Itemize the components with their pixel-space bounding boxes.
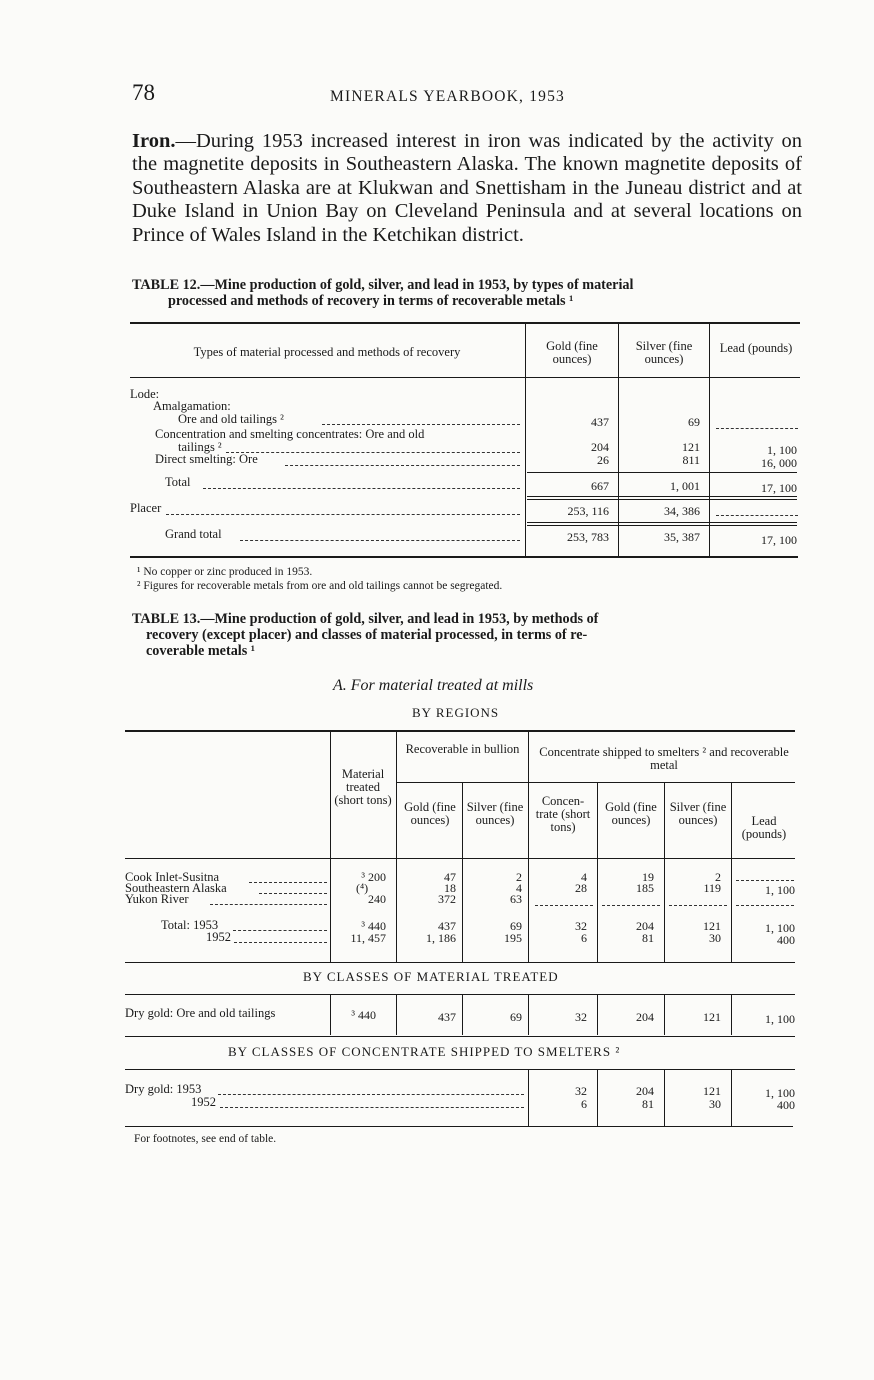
t12-direct-silver: 811 [682, 453, 700, 467]
t13-r0-bgold: 47 [444, 870, 456, 884]
page-number: 78 [132, 80, 155, 105]
t13-c1-csilver: 30 [709, 1097, 721, 1111]
t12-placer-silver: 34, 386 [664, 504, 700, 518]
t13-r1-bgold: 18 [444, 881, 456, 895]
t13-r2-bgold: 372 [438, 892, 456, 906]
t12-header-types: Types of material processed and methods of recovery [193, 345, 461, 359]
t12-ore-gold: 437 [591, 415, 609, 429]
t12-grand-lead: 17, 100 [761, 533, 797, 547]
t13-header-bullion-silver: Silver (fine ounces) [466, 800, 524, 827]
t13-c0-csilver: 121 [703, 1084, 721, 1098]
t13-t1-bgold: 1, 186 [426, 931, 456, 945]
t12-header-gold: Gold (fine ounces) [546, 339, 598, 366]
t12-label-placer: Placer [130, 501, 162, 515]
t13-t0-conc: 32 [575, 919, 587, 933]
t13-t0-material: ³ 440 [361, 919, 386, 933]
t12-footnote-2: ² Figures for recoverable metals from ore and old tailings cannot be segregated. [137, 580, 503, 592]
t13-c1-cgold: 81 [642, 1097, 654, 1111]
iron-paragraph [132, 130, 802, 247]
t12-grand-silver: 35, 387 [664, 530, 700, 544]
t13-footnote: For footnotes, see end of table. [134, 1133, 277, 1145]
t13-region-name-0: Cook Inlet-Susitna [125, 870, 220, 884]
t13-c0-conc: 32 [575, 1084, 587, 1098]
t13-section-classes: BY CLASSES OF MATERIAL TREATED [303, 969, 559, 984]
t13-section-regions: BY REGIONS [412, 705, 500, 720]
table13-caption-line2: recovery (except placer) and classes of material processed, in terms of re- [146, 627, 588, 643]
t13-conc-name-1: 1952 [191, 1095, 216, 1109]
t13-header-conc-silver: Silver (fine ounces) [669, 800, 727, 827]
t12-header-lead: Lead (pounds) [719, 341, 793, 355]
paragraph-text: —During 1953 increased interest in iron was indicated by the activity on the magnetite deposits in Southeastern Alaska. The known magnetite deposits of Southeastern Alaska are at Klukwan and Snettisham in the Juneau district and at Duke Island in Union Bay on Cleveland Peninsula and at several locations on Prince of Wales Island in the Ketchikan district. [132, 130, 802, 246]
t13-r1-conc: 28 [575, 881, 587, 895]
t12-total-lead: 17, 100 [761, 481, 797, 495]
t12-direct-gold: 26 [597, 453, 609, 467]
t12-conc-silver: 121 [682, 440, 700, 454]
t12-label-grand-total: Grand total [165, 527, 222, 541]
t13-t0-csilver: 121 [703, 919, 721, 933]
table12-caption-line1: TABLE 12.—Mine production of gold, silver, and lead in 1953, by types of material [132, 277, 634, 293]
t13-r1-csilver: 119 [703, 881, 721, 895]
t12-conc-gold: 204 [591, 440, 609, 454]
t13-r2-bsilver: 63 [510, 892, 522, 906]
t13-t0-lead: 1, 100 [765, 921, 795, 935]
table12-caption [132, 277, 800, 309]
t13-header-concentrate: Concen- trate (short tons) [535, 794, 591, 834]
t13-r0-material: ³ 200 [361, 870, 386, 884]
t13-class-cgold: 204 [636, 1010, 654, 1024]
t13-t0-bgold: 437 [438, 919, 456, 933]
t12-grand-gold: 253, 783 [567, 530, 609, 544]
t13-t1-material: 11, 457 [350, 931, 386, 945]
t13-r1-cgold: 185 [636, 881, 654, 895]
t12-placer-gold: 253, 116 [567, 504, 609, 518]
t13-header-concentrate-group: Concentrate shipped to smelters ² and recoverable metal [539, 745, 789, 772]
t13-r0-csilver: 2 [715, 870, 721, 884]
t13-t1-cgold: 81 [642, 931, 654, 945]
table13-caption [132, 611, 798, 659]
t12-total-silver: 1, 001 [670, 479, 700, 493]
t13-r1-lead: 1, 100 [765, 883, 795, 897]
t13-section-concentrate: BY CLASSES OF CONCENTRATE SHIPPED TO SMELTERS ² [228, 1044, 621, 1059]
t13-t1-csilver: 30 [709, 931, 721, 945]
t13-c0-lead: 1, 100 [765, 1086, 795, 1100]
t12-label-ore-old: Ore and old tailings ² [178, 412, 284, 426]
t13-t0-bsilver: 69 [510, 919, 522, 933]
t12-ore-silver: 69 [688, 415, 700, 429]
t13-r1-bsilver: 4 [516, 881, 522, 895]
t13-class-material: ³ 440 [351, 1008, 376, 1022]
t13-r0-conc: 4 [581, 870, 587, 884]
t13-t0-cgold: 204 [636, 919, 654, 933]
t13-header-conc-gold: Gold (fine ounces) [605, 800, 657, 827]
t13-header-material: Material treated (short tons) [334, 767, 392, 807]
t12-label-concentration-1: Concentration and smelting concentrates: Ore and old [155, 427, 425, 441]
t13-c1-conc: 6 [581, 1097, 587, 1111]
t13-header-bullion-gold: Gold (fine ounces) [404, 800, 456, 827]
t13-t1-lead: 400 [777, 933, 795, 947]
t13-header-bullion: Recoverable in bullion [405, 742, 520, 756]
t13-t1-conc: 6 [581, 931, 587, 945]
t13-r2-material: 240 [368, 892, 386, 906]
t13-subtitle: A. For material treated at mills [333, 677, 534, 694]
t13-c1-lead: 400 [777, 1098, 795, 1112]
t13-conc-name-0: Dry gold: 1953 [125, 1082, 202, 1096]
running-title: MINERALS YEARBOOK, 1953 [330, 88, 565, 105]
t12-footnote-1: ¹ No copper or zinc produced in 1953. [137, 566, 313, 578]
t13-r0-cgold: 19 [642, 870, 654, 884]
t12-conc-lead: 1, 100 [767, 443, 797, 457]
t12-label-total: Total [165, 475, 191, 489]
t13-class-lead: 1, 100 [765, 1012, 795, 1026]
t13-class-bgold: 437 [438, 1010, 456, 1024]
paragraph-lead: Iron. [132, 130, 176, 152]
t13-header-lead: Lead (pounds) [741, 814, 787, 841]
table13-caption-line1: TABLE 13.—Mine production of gold, silver, and lead in 1953, by methods of [132, 611, 599, 627]
t13-class-csilver: 121 [703, 1010, 721, 1024]
t13-region-name-1: Southeastern Alaska [125, 881, 227, 895]
t12-label-direct: Direct smelting: Ore [155, 452, 258, 466]
t12-label-concentration-2: tailings ² [178, 440, 222, 454]
t13-t1-bsilver: 195 [504, 931, 522, 945]
t13-class-conc: 32 [575, 1010, 587, 1024]
table13-caption-line3: coverable metals ¹ [146, 643, 256, 659]
t12-header-silver: Silver (fine ounces) [635, 339, 693, 366]
t13-total-name-0: Total: 1953 [161, 918, 219, 932]
t12-label-lode: Lode: [130, 387, 160, 401]
t12-direct-lead: 16, 000 [761, 456, 797, 470]
t13-c0-cgold: 204 [636, 1084, 654, 1098]
t12-total-gold: 667 [591, 479, 609, 493]
t13-class-name: Dry gold: Ore and old tailings [125, 1006, 276, 1020]
t13-r0-bsilver: 2 [516, 870, 522, 884]
t13-region-name-2: Yukon River [125, 892, 189, 906]
table12-caption-line2: processed and methods of recovery in terms of recoverable metals ¹ [168, 293, 574, 309]
t13-total-name-1: 1952 [206, 930, 231, 944]
t13-r1-material: (⁴) [356, 881, 369, 895]
t12-label-amalgamation: Amalgamation: [153, 399, 231, 413]
t13-class-bsilver: 69 [510, 1010, 522, 1024]
